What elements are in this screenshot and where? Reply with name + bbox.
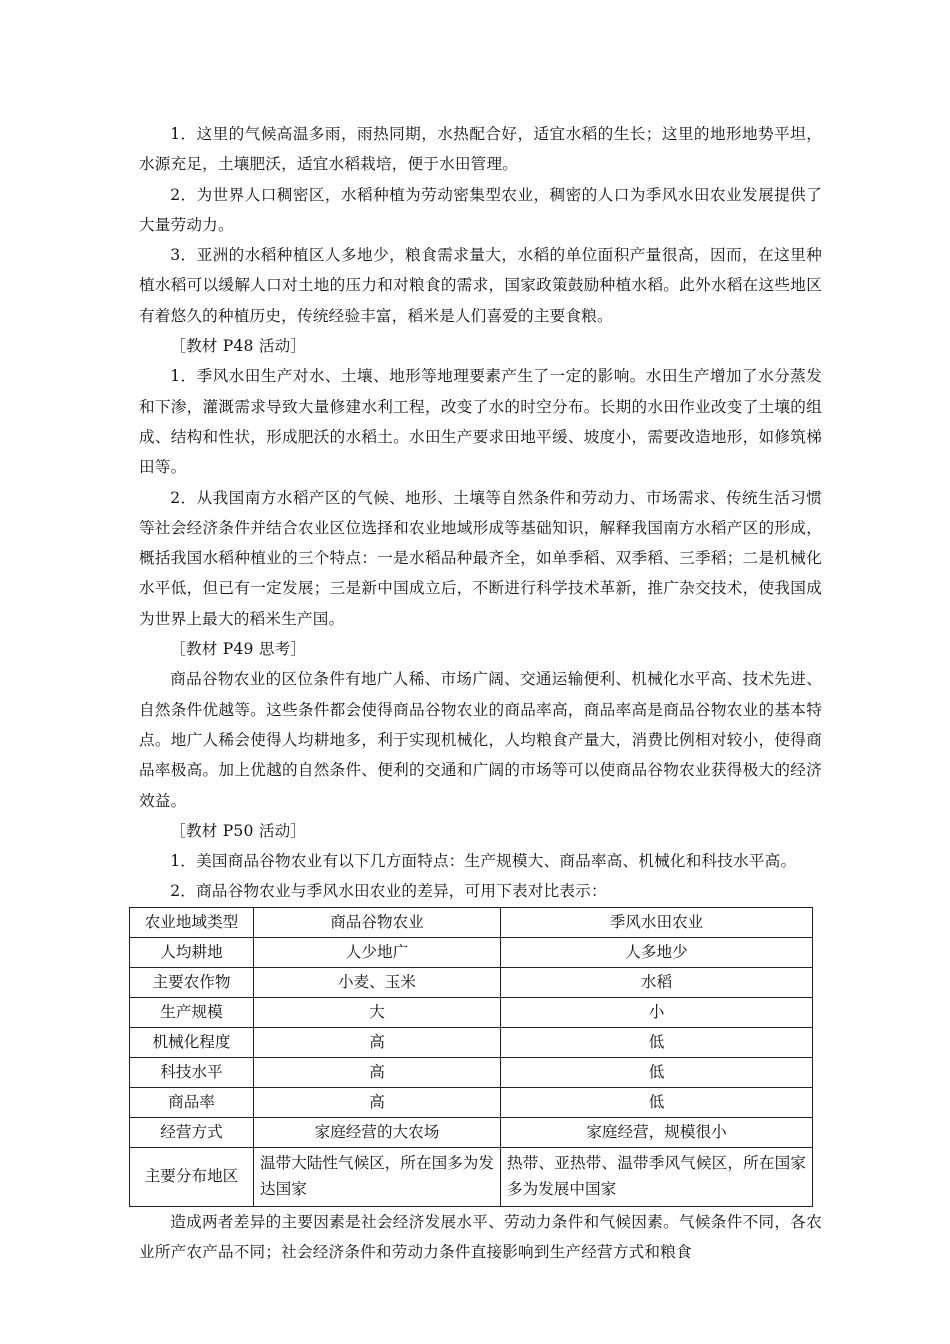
table-cell: 高 [254, 1027, 501, 1057]
table-cell: 主要分布地区 [130, 1147, 254, 1206]
paragraph-p48-1: 1．季风水田生产对水、土壤、地形等地理要素产生了一定的影响。水田生产增加了水分蒸发和下渗，灌溉需求导致大量修建水利工程，改变了水的时空分布。长期的水田作业改变了土壤的组成、结构和性状，形成肥沃的水稻土。水田生产要求田地平缓、坡度小，需要改造地形，如修筑梯田等。 [139, 367, 822, 477]
table-cell: 机械化程度 [130, 1027, 254, 1057]
table-cell: 水稻 [501, 967, 813, 997]
table-cell: 高 [254, 1087, 501, 1117]
table-cell: 低 [501, 1087, 813, 1117]
paragraph-p49-1: 商品谷物农业的区位条件有地广人稀、市场广阔、交通运输便利、机械化水平高、技术先进、自然条件优越等。这些条件都会使得商品谷物农业的商品率高，商品率高是商品谷物农业的基本特点。地广人稀会使得人均耕地多，利于实现机械化，人均粮食产量大，消费比例相对较小，使得商品率极高。加上优越的自然条件、便利的交通和广阔的市场等可以使商品谷物农业获得极大的经济效益。 [139, 670, 822, 810]
paragraph-population: 2．为世界人口稠密区，水稻种植为劳动密集型农业，稠密的人口为季风水田农业发展提供了大量劳动力。 [139, 185, 822, 234]
table-row [130, 1087, 813, 1117]
paragraph-food-demand: 3．亚洲的水稻种植区人多地少，粮食需求量大，水稻的单位面积产量很高，因而，在这里种植水稻可以缓解人口对土地的压力和对粮食的需求，国家政策鼓励种植水稻。此外水稻在这些地区有着悠久的种植历史，传统经验丰富，稻米是人们喜爱的主要食粮。 [139, 246, 822, 325]
table-row [130, 937, 813, 967]
table-cell: 小麦、玉米 [254, 967, 501, 997]
table-cell: 低 [501, 1057, 813, 1087]
table-cell: 科技水平 [130, 1057, 254, 1087]
table-cell: 主要农作物 [130, 967, 254, 997]
heading-p48-activity: ［教材 P48 活动］ [170, 337, 307, 356]
paragraph-p50-1: 1．美国商品谷物农业有以下几方面特点：生产规模大、商品率高、机械化和科技水平高。 [170, 852, 797, 871]
table-header-cell: 商品谷物农业 [254, 907, 501, 937]
table-cell: 大 [254, 997, 501, 1027]
table-cell: 生产规模 [130, 997, 254, 1027]
paragraph-differences: 造成两者差异的主要因素是社会经济发展水平、劳动力条件和气候因素。气候条件不同，各农业所产农产品不同；社会经济条件和劳动力条件直接影响到生产经营方式和粮食 [139, 1212, 822, 1262]
table-cell: 人少地广 [254, 937, 501, 967]
heading-p50-activity: ［教材 P50 活动］ [170, 821, 307, 840]
table-cell: 商品率 [130, 1087, 254, 1117]
table-row [130, 1147, 813, 1206]
table-cell: 高 [254, 1057, 501, 1087]
table-header-row [130, 907, 813, 937]
table-cell: 家庭经营的大农场 [254, 1117, 501, 1147]
table-row [130, 997, 813, 1027]
paragraph-p50-2: 2．商品谷物农业与季风水田农业的差异，可用下表对比表示： [170, 882, 607, 901]
table-cell: 低 [501, 1027, 813, 1057]
table-cell: 热带、亚热带、温带季风气候区，所在国家多为发展中国家 [501, 1147, 813, 1206]
table-header-cell: 农业地域类型 [130, 907, 254, 937]
table-row [130, 967, 813, 997]
table-row [130, 1027, 813, 1057]
table-cell: 人多地少 [501, 937, 813, 967]
comparison-table [129, 907, 813, 1207]
table-cell: 温带大陆性气候区，所在国多为发达国家 [254, 1147, 501, 1206]
table-row [130, 1117, 813, 1147]
table-cell: 小 [501, 997, 813, 1027]
table-cell: 人均耕地 [130, 937, 254, 967]
table-header-cell: 季风水田农业 [501, 907, 813, 937]
table-row [130, 1057, 813, 1087]
table-cell: 经营方式 [130, 1117, 254, 1147]
heading-p49-think: ［教材 P49 思考］ [170, 640, 307, 659]
paragraph-p48-2: 2．从我国南方水稻产区的气候、地形、土壤等自然条件和劳动力、市场需求、传统生活习惯等社会经济条件并结合农业区位选择和农业地域形成等基础知识，解释我国南方水稻产区的形成，概括我国水稻种植业的三个特点：一是水稻品种最齐全，如单季稻、双季稻、三季稻；二是机械化水平低，但已有一定发展；三是新中国成立后，不断进行科学技术革新，推广杂交技术，使我国成为世界上最大的稻米生产国。 [139, 488, 822, 628]
document-body [139, 119, 822, 1267]
table-cell: 家庭经营，规模很小 [501, 1117, 813, 1147]
paragraph-climate-terrain: 1．这里的气候高温多雨，雨热同期，水热配合好，适宜水稻的生长；这里的地形地势平坦，水源充足，土壤肥沃，适宜水稻栽培，便于水田管理。 [139, 125, 822, 174]
